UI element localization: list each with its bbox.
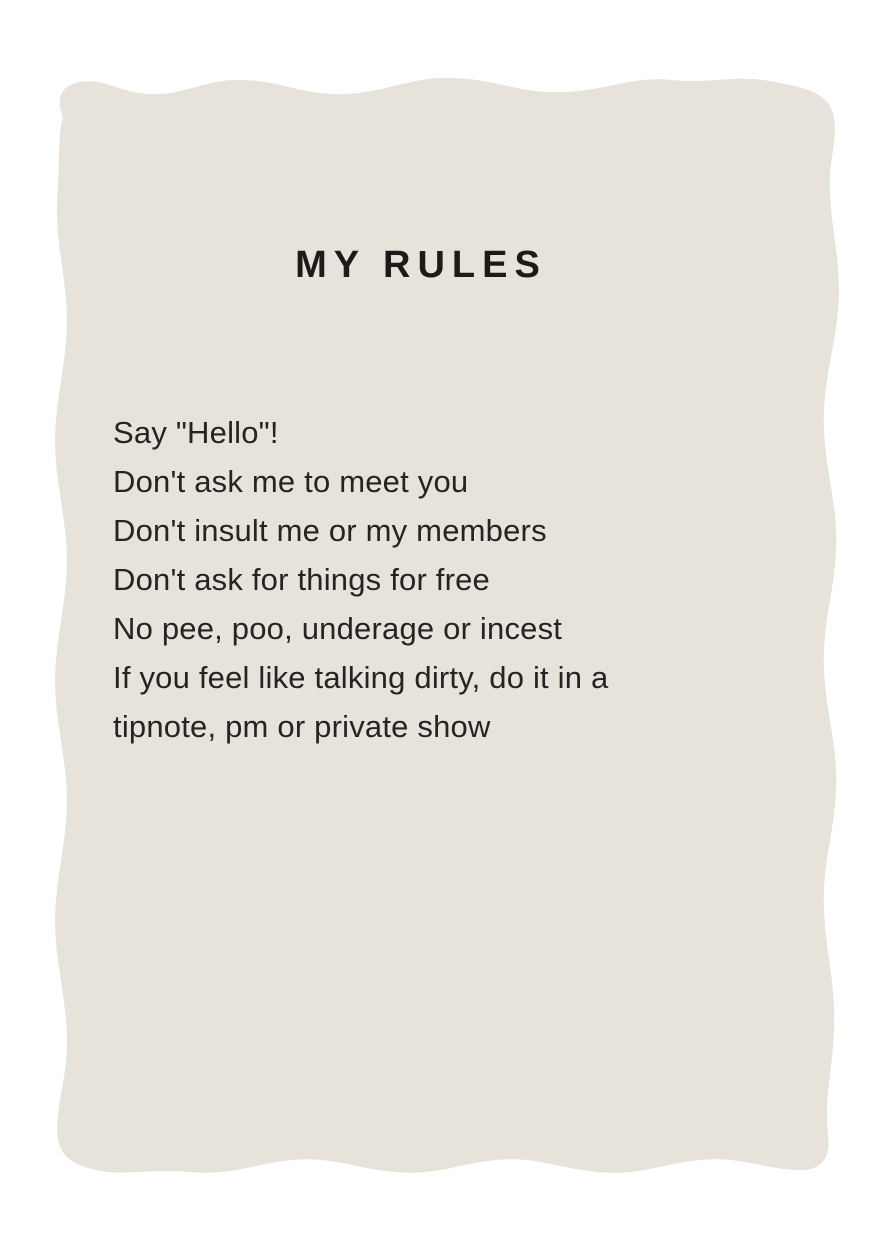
rule-line: No pee, poo, underage or incest [113, 611, 563, 646]
rule-line: Say "Hello"! [113, 415, 279, 450]
rules-list [113, 408, 608, 751]
rule-line: Don't ask me to meet you [113, 464, 469, 499]
rule-line: tipnote, pm or private show [113, 709, 491, 744]
poster-title: MY RULES [295, 244, 547, 286]
rule-line: Don't ask for things for free [113, 562, 490, 597]
rule-line: If you feel like talking dirty, do it in a [113, 660, 609, 695]
rule-line: Don't insult me or my members [113, 513, 547, 548]
